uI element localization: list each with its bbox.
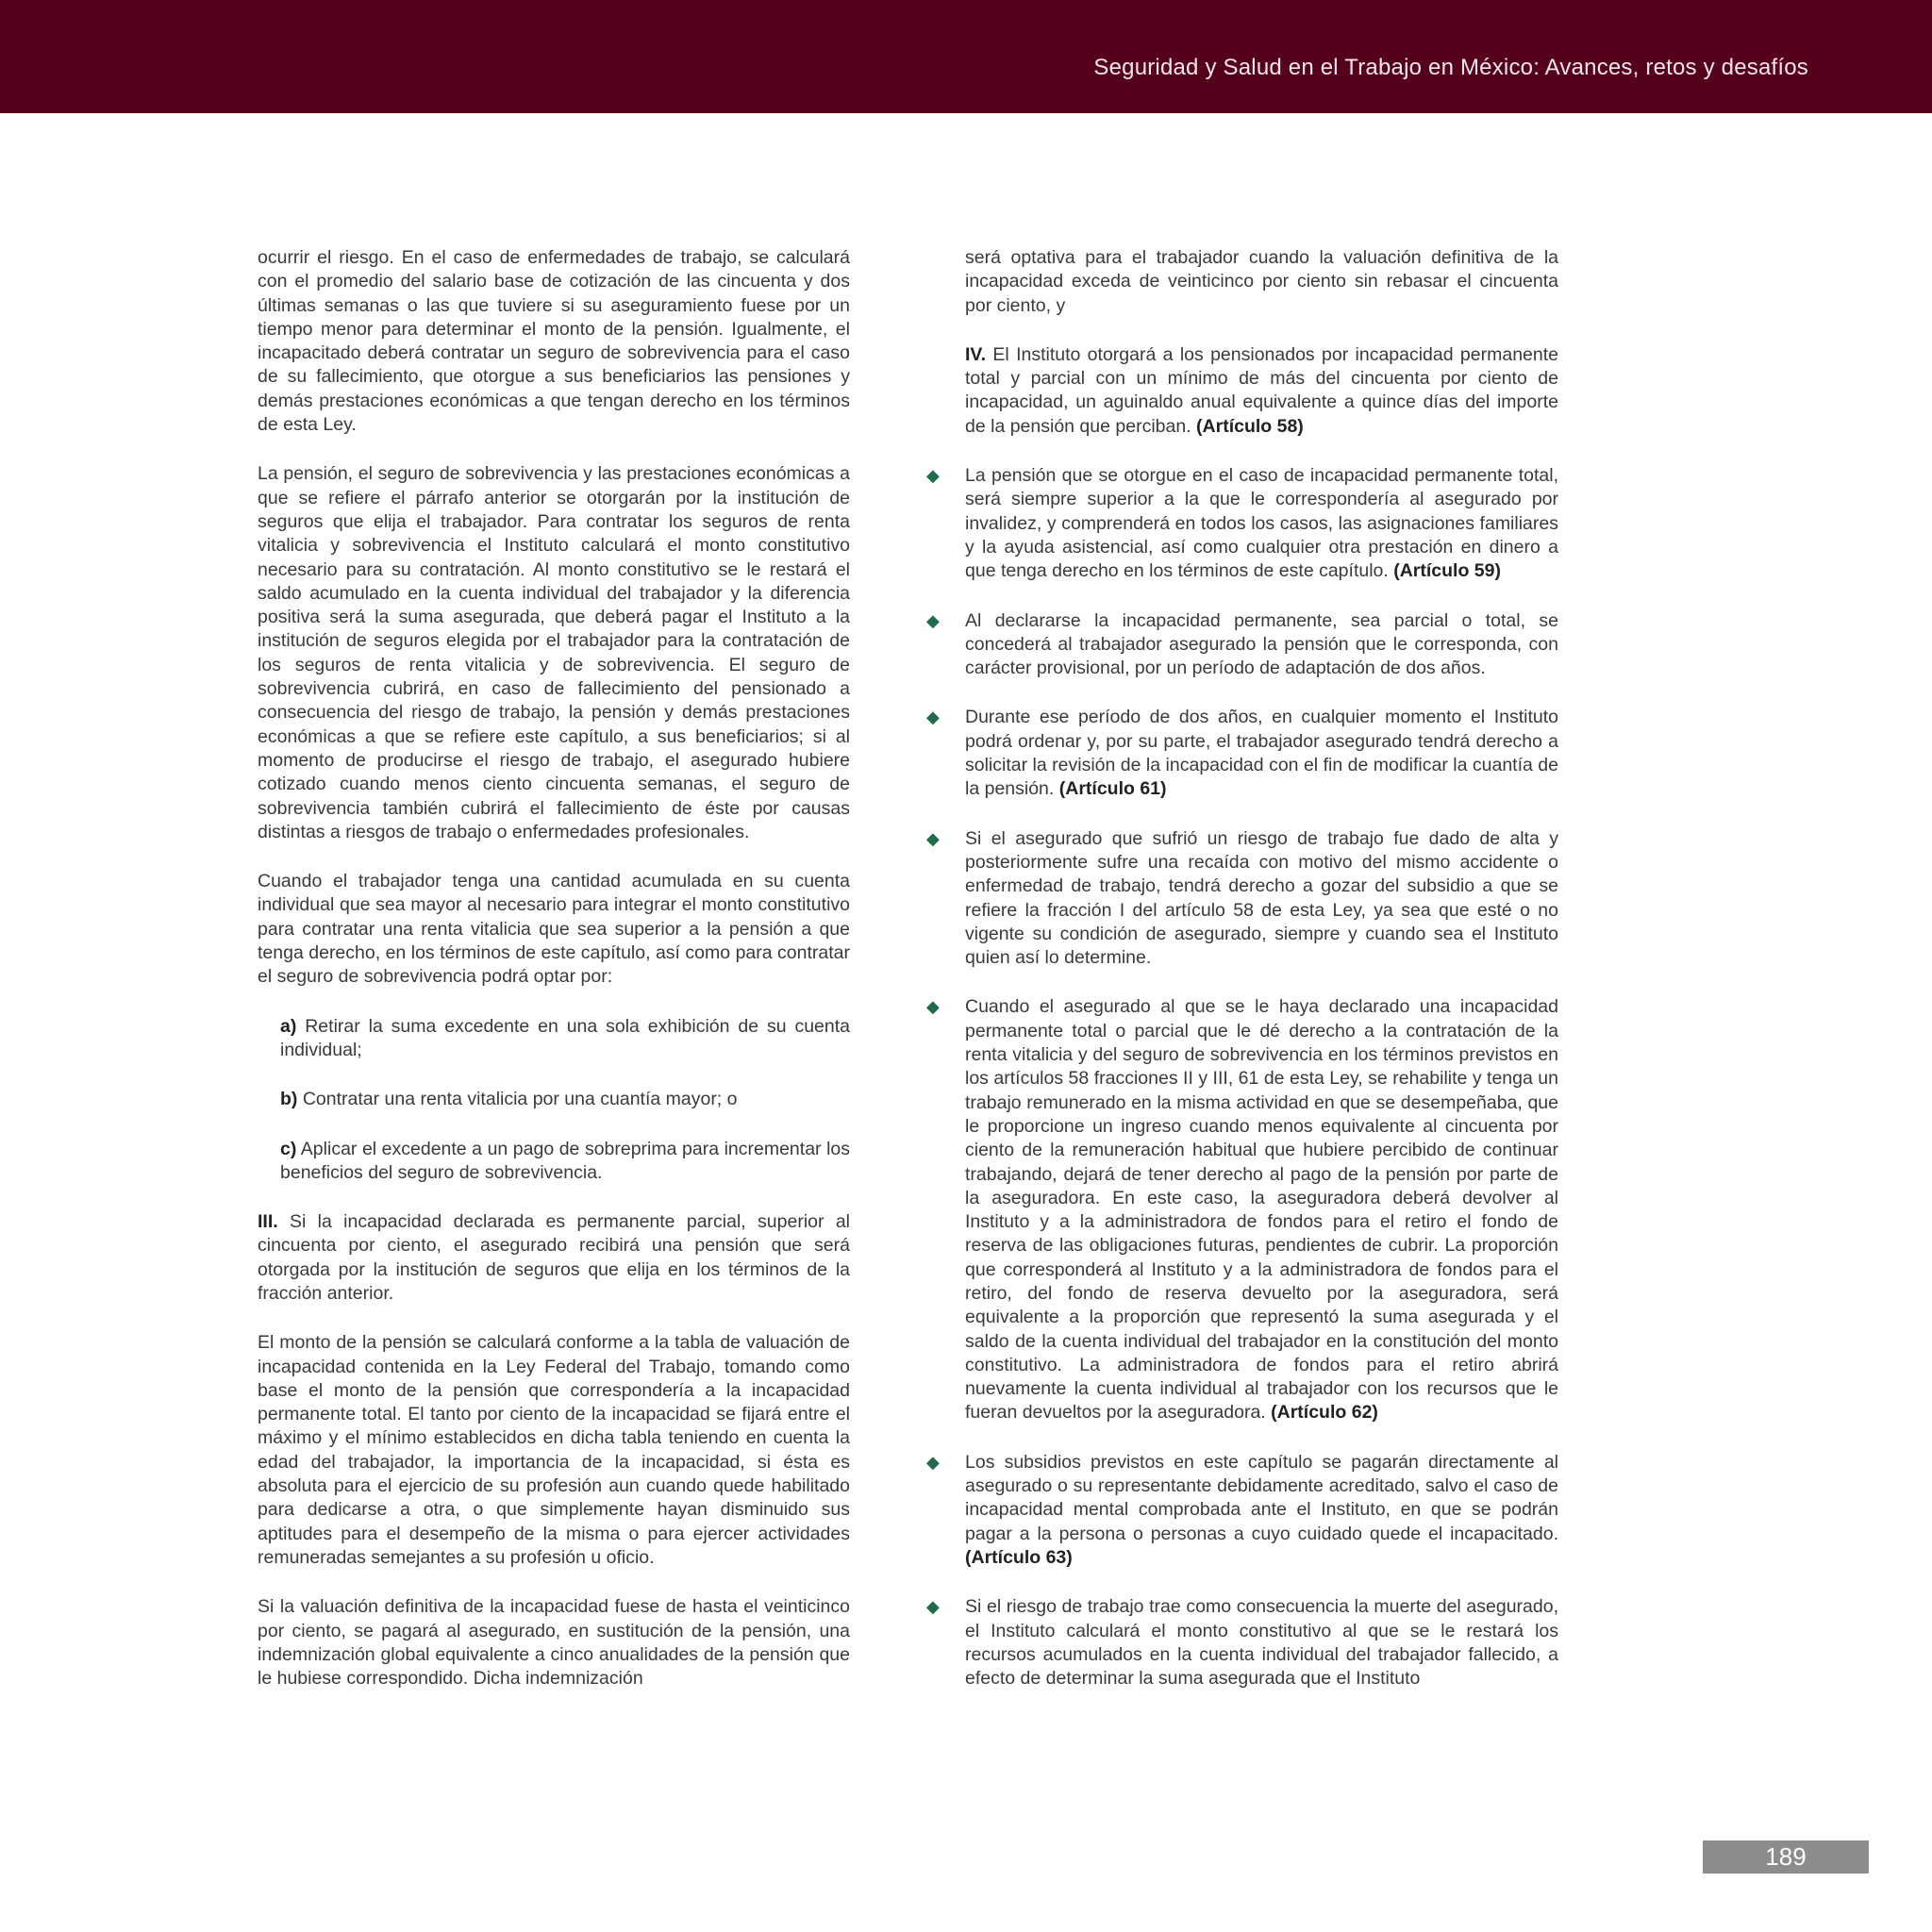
list-item-a (280, 1015, 850, 1063)
fraction-iv (926, 343, 1558, 439)
paragraph: Cuando el trabajador tenga una cantidad acumulada en su cuenta individual que sea mayor al necesario para integrar el monto constitutivo para contratar una renta vitalicia que sea superior a la pensión a que tenga derecho, en los términos de este capítulo, así como para contratar el seguro de sobrevivencia podrá optar por: (258, 871, 850, 988)
item-text: Aplicar el excedente a un pago de sobreprima para incrementar los beneficios del seguro de sobrevivencia. (280, 1138, 850, 1183)
bullet-item (926, 827, 1558, 971)
item-label: a) (280, 1015, 297, 1037)
article-ref: (Artículo 58) (1196, 415, 1304, 437)
bullet-text: Durante ese período de dos años, en cualquier momento el Instituto podrá ordenar y, por su parte, el trabajador asegurado tendrá derecho a solicitar la revisión de la incapacidad con el fin de modificar la cuantía de la pensión. (965, 707, 1558, 800)
left-column (258, 246, 850, 1716)
diamond-bullet-icon: ◆ (926, 610, 940, 630)
article-ref: (Artículo 63) (965, 1546, 1073, 1568)
bullet-text: Al declararse la incapacidad permanente, sea parcial o total, se concederá al trabajador asegurado la pensión que le corresponda, con carácter provisional, por un período de adaptación de dos años. (965, 609, 1558, 679)
diamond-bullet-icon: ◆ (926, 708, 940, 727)
bullet-text: La pensión que se otorgue en el caso de incapacidad permanente total, será siempre superior a la que le correspondería al asegurado por invalidez, y comprenderá en todos los casos, las asignaciones familiares y la ayuda asistencial, así como cualquier otra prestación en dinero a que tenga derecho en los términos de este capítulo. (965, 465, 1558, 582)
bullet-item (926, 1595, 1558, 1690)
diamond-bullet-icon: ◆ (926, 1452, 940, 1472)
item-text: Retirar la suma excedente en una sola exhibición de su cuenta individual; (280, 1015, 850, 1060)
page-number: 189 (1703, 1840, 1869, 1874)
fraction-text: El Instituto otorgará a los pensionados por incapacidad permanente total y parcial con un mínimo de más del cincuenta por ciento de incapacidad, un aguinaldo anual equivalente a quince días del importe de la pensión que perciban. (965, 343, 1558, 437)
diamond-bullet-icon: ◆ (926, 466, 940, 486)
item-label: c) (280, 1138, 297, 1159)
diamond-bullet-icon: ◆ (926, 1597, 940, 1617)
bullet-item (926, 609, 1558, 681)
list-item-b (280, 1088, 850, 1111)
bullet-text: Si el asegurado que sufrió un riesgo de trabajo fue dado de alta y posteriormente sufre una recaída con motivo del mismo accidente o enfermedad de trabajo, tendrá derecho a gozar del subsidio a que se refiere la fracción I del artículo 58 de esta Ley, ya sea que esté o no vigente su condición de asegurado, siempre y cuando sea el Instituto quien así lo determine. (965, 827, 1558, 969)
article-ref: (Artículo 62) (1271, 1402, 1378, 1424)
bullet-text: Cuando el asegurado al que se le haya declarado una incapacidad permanente total o parcial que le dé derecho a la contratación de la renta vitalicia y del seguro de sobrevivencia en los términos previstos en los artículos 58 fracciones II y III, 61 de esta Ley, se rehabilite y tenga un trabajo remunerado en la misma actividad en que se desempeñaba, que le proporcione un ingreso cuando menos equivalente al cincuenta por ciento de la remuneración habitual que hubiere percibido de continuar trabajando, dejará de tener derecho al pago de la pensión por parte de la aseguradora. En este caso, la aseguradora deberá devolver al Instituto y a la administradora de fondos para el retiro el fondo de reserva de las obligaciones futuras, pendientes de cubrir. La proporción que corresponderá al Instituto y a la administradora de fondos para el retiro, del fondo de reserva devuelto por la aseguradora, será equivalente a la proporción que representó la suma asegurada y el saldo de la cuenta individual del trabajador en la constitución del monto constitutivo. La administradora de fondos para el retiro abrirá nuevamente la cuenta individual al trabajador con los recursos que le fueran devueltos por la aseguradora. (965, 996, 1558, 1424)
article-ref: (Artículo 61) (1058, 778, 1167, 800)
diamond-bullet-icon: ◆ (926, 828, 940, 848)
header-title: Seguridad y Salud en el Trabajo en México: Avances, retos y desafíos (1093, 55, 1808, 80)
header-band (0, 0, 1932, 113)
bullet-text: Si el riesgo de trabajo trae como consecuencia la muerte del asegurado, el Instituto calculará el monto constitutivo al que se le restará los recursos acumulados en la cuenta individual del trabajador fallecido, a efecto de determinar la suma asegurada que el Instituto (965, 1596, 1558, 1690)
fraction-iii (258, 1210, 850, 1306)
item-text: Contratar una renta vitalicia por una cuantía mayor; o (297, 1089, 738, 1110)
paragraph: La pensión, el seguro de sobrevivencia y las prestaciones económicas a que se refiere el párrafo anterior se otorgarán por la institución de seguros que elija el trabajador. Para contratar los seguros de renta vitalicia y sobrevivencia el Instituto calculará el monto constitutivo necesario para su contratación. Al monto constitutivo se le restará el saldo acumulado en la cuenta individual del trabajador y la diferencia positiva será la suma asegurada, que deberá pagar el Instituto a la institución de seguros elegida por el trabajador para la contratación de los seguros de renta vitalicia y de sobrevivencia. El seguro de sobrevivencia cubrirá, en caso de fallecimiento del pensionado a consecuencia del riesgo de trabajo, la pensión y demás prestaciones económicas a que se refiere este capítulo, a sus beneficiarios; si al momento de producirse el riesgo de trabajo, el asegurado hubiere cotizado cuando menos ciento cincuenta semanas, el seguro de sobrevivencia también cubrirá el fallecimiento de éste por causas distintas a riesgos de trabajo o enfermedades profesionales. (258, 463, 850, 842)
bullet-text: Los subsidios previstos en este capítulo se pagarán directamente al asegurado o su representante debidamente acreditado, salvo el caso de incapacidad mental comprobada ante el Instituto, en que se podrán pagar a la persona o personas a cuyo cuidado quede el incapacitado. (965, 1451, 1558, 1544)
bullet-item (926, 706, 1558, 801)
diamond-bullet-icon: ◆ (926, 997, 940, 1017)
paragraph: ocurrir el riesgo. En el caso de enfermedades de trabajo, se calculará con el promedio del salario base de cotización de las cincuenta y dos últimas semanas o las que tuviere si su aseguramiento fuese por un tiempo menor para determinar el monto de la pensión. Igualmente, el incapacitado deberá contratar un seguro de sobrevivencia para el caso de su fallecimiento, que otorgue a sus beneficiarios las pensiones y demás prestaciones económicas a que tengan derecho en los términos de esta Ley. (258, 247, 850, 436)
paragraph: Si la valuación definitiva de la incapacidad fuese de hasta el veinticinco por ciento, se pagará al asegurado, en sustitución de la pensión, una indemnización global equivalente a cinco anualidades de la pensión que le hubiese correspondido. Dicha indemnización (258, 1596, 850, 1690)
fraction-text: Si la incapacidad declarada es permanente parcial, superior al cincuenta por ciento, el asegurado recibirá una pensión que será otorgada por la institución de seguros que elija en los términos de la fracción anterior. (258, 1211, 850, 1304)
bullet-item (926, 995, 1558, 1424)
item-label: b) (280, 1089, 298, 1110)
list-item-c (280, 1138, 850, 1186)
right-column (926, 246, 1558, 1716)
fraction-label: III. (258, 1211, 278, 1233)
bullet-item (926, 1451, 1558, 1570)
article-ref: (Artículo 59) (1393, 560, 1501, 582)
bullet-item (926, 464, 1558, 583)
paragraph: será optativa para el trabajador cuando la valuación definitiva de la incapacidad exceda de veinticinco por ciento sin rebasar el cincuenta por ciento, y (965, 247, 1558, 316)
paragraph: El monto de la pensión se calculará conforme a la tabla de valuación de incapacidad contenida en la Ley Federal del Trabajo, tomando como base el monto de la pensión que correspondería a la incapacidad permanente total. El tanto por ciento de la incapacidad se fijará entre el máximo y el mínimo establecidos en dicha tabla teniendo en cuenta la edad del trabajador, la importancia de la incapacidad, si ésta es absoluta para el ejercicio de su profesión aun cuando quede habilitado para dedicarse a otra, o que simplemente hayan disminuido sus aptitudes para el desempeño de la misma o para ejercer actividades remuneradas semejantes a su profesión u oficio. (258, 1332, 850, 1568)
fraction-label: IV. (965, 343, 987, 365)
